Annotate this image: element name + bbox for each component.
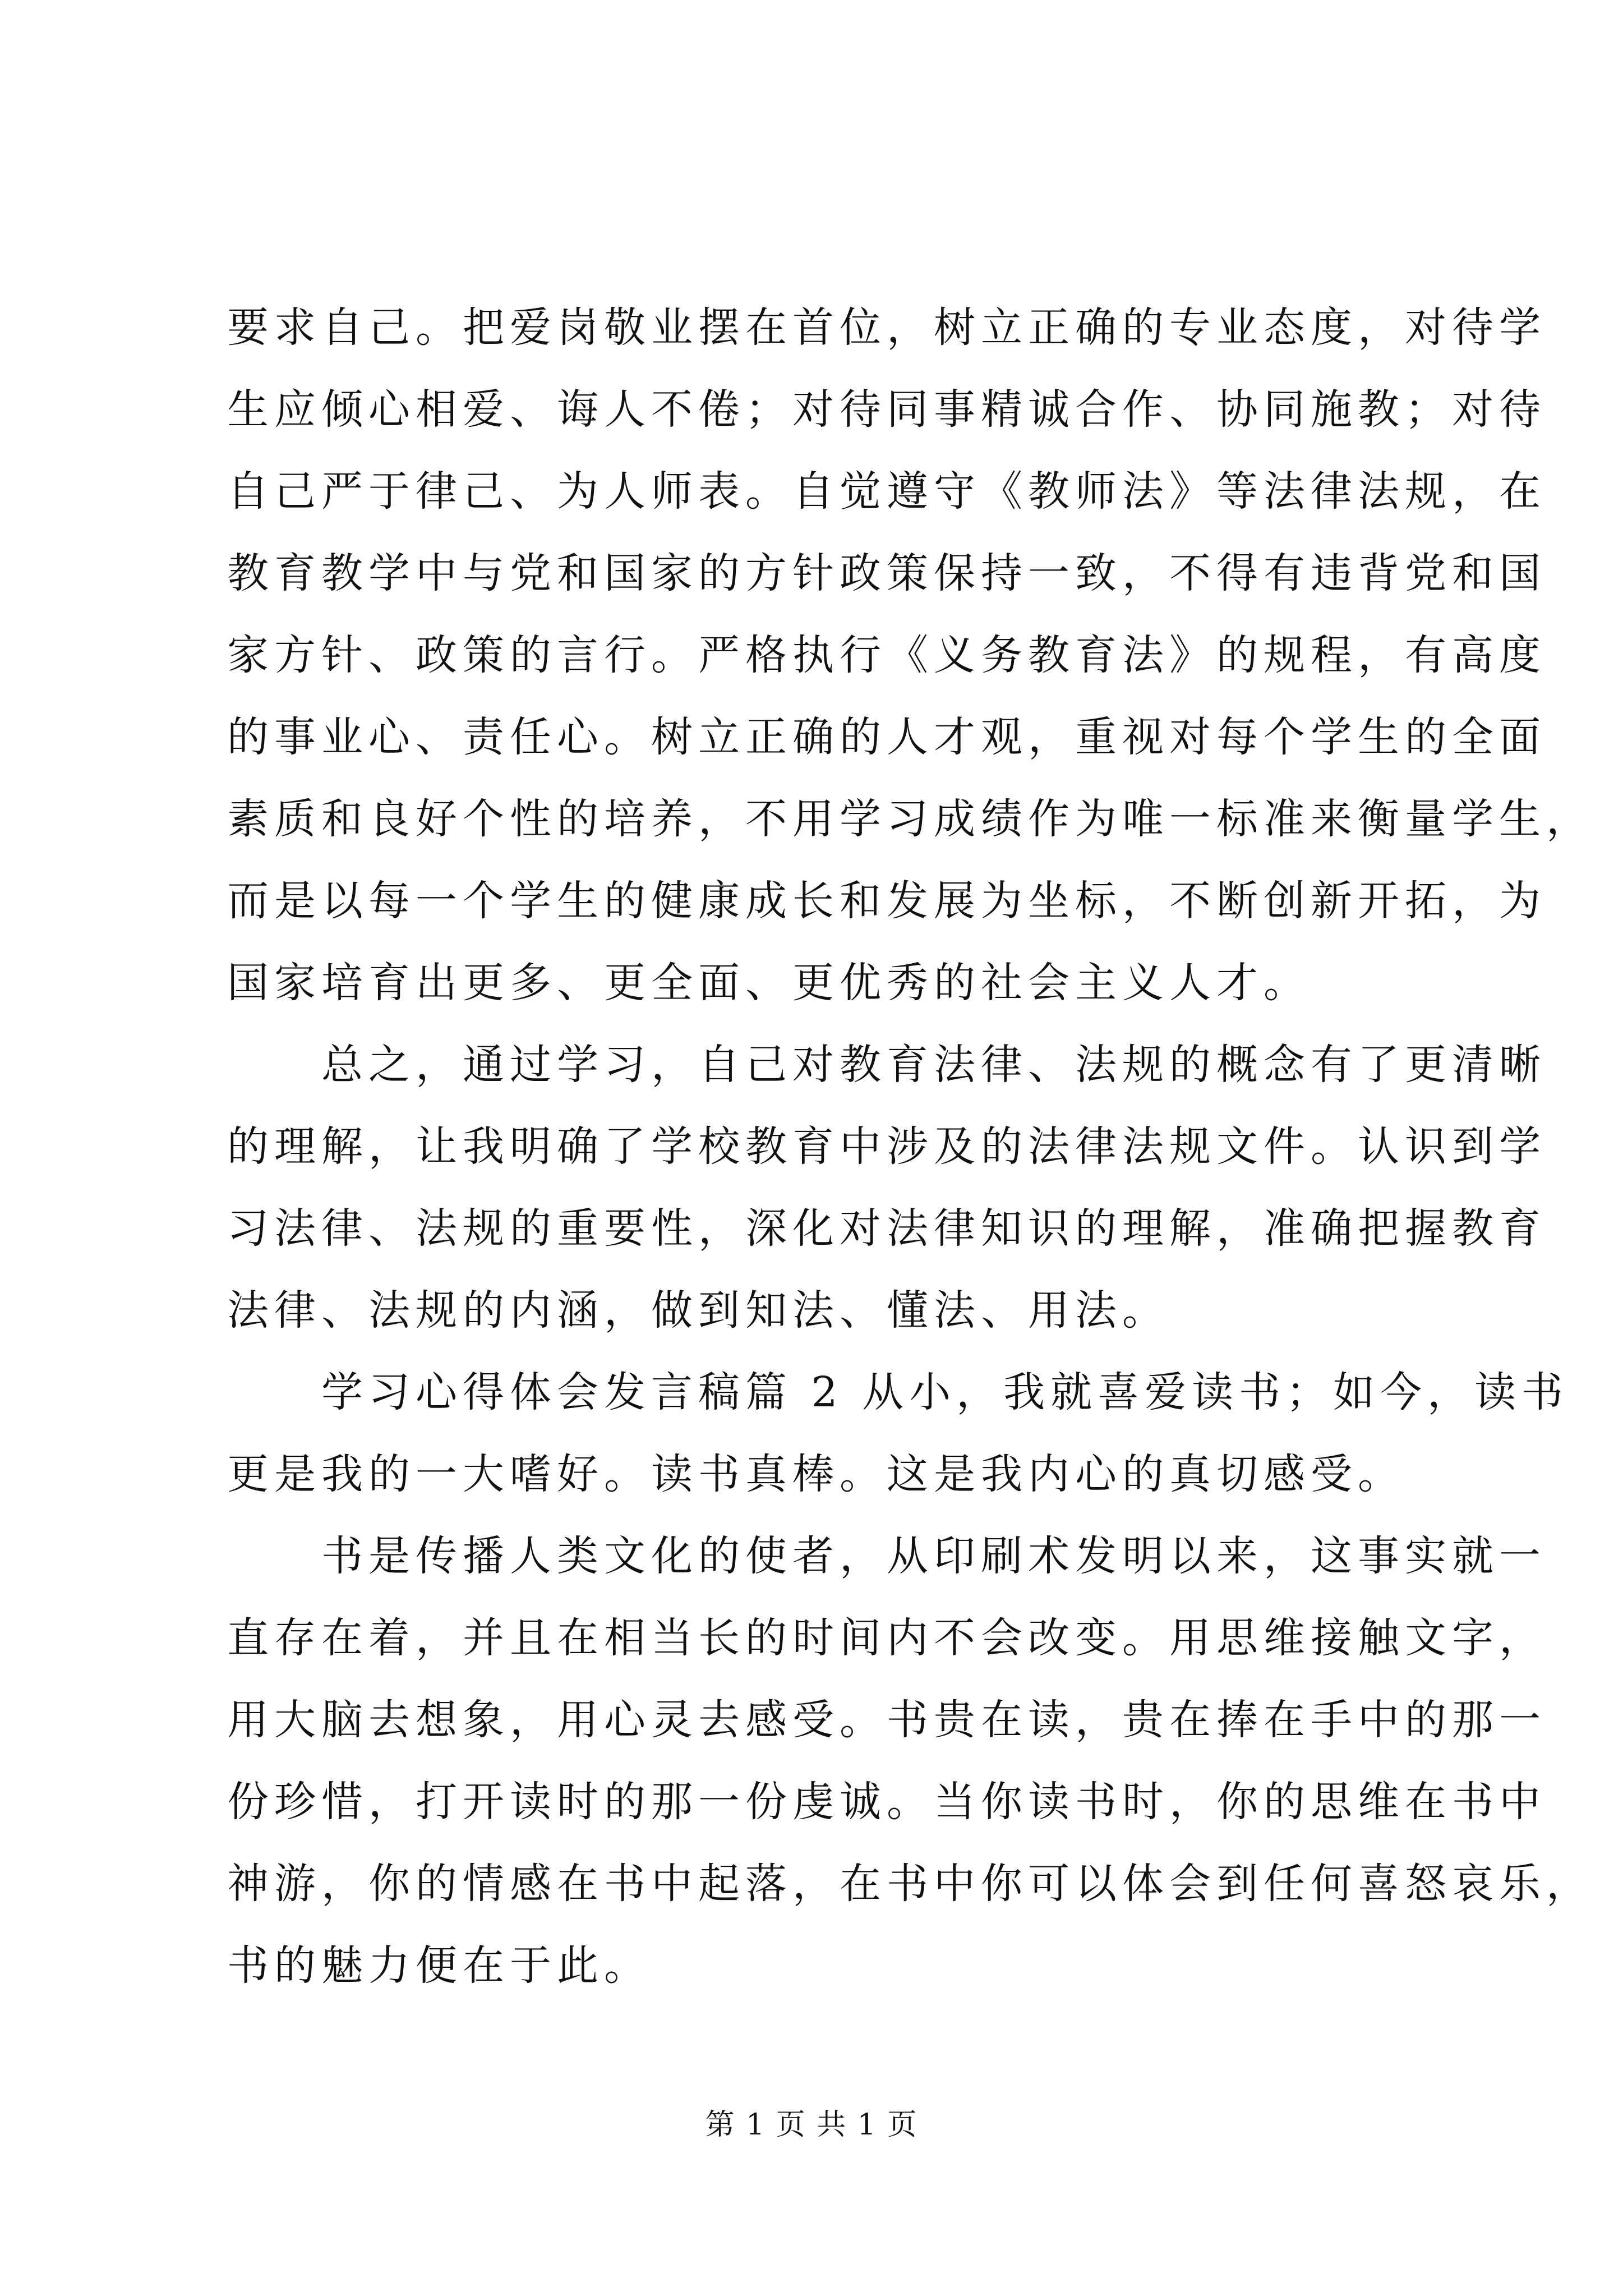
text-line: 份珍惜，打开读时的那一份虔诚。当你读书时，你的思维在书中 xyxy=(227,1778,1546,1826)
paragraph xyxy=(227,292,1593,1029)
paragraph xyxy=(227,1520,1593,2012)
document-body xyxy=(227,292,1593,2012)
text-line: 书是传播人类文化的使者，从印刷术发明以来，这事实就一 xyxy=(227,1532,1546,1580)
text-line: 教育教学中与党和国家的方针政策保持一致，不得有违背党和国 xyxy=(227,549,1546,597)
text-line: 的事业心、责任心。树立正确的人才观，重视对每个学生的全面 xyxy=(227,713,1546,761)
text-line: 更是我的一大嗜好。读书真棒。这是我内心的真切感受。 xyxy=(227,1450,1405,1498)
page-number-footer: 第 1 页 共 1 页 xyxy=(705,2108,918,2142)
text-line: 学习心得体会发言稿篇 2 从小，我就喜爱读书；如今，读书 xyxy=(227,1368,1569,1416)
text-line: 而是以每一个学生的健康成长和发展为坐标，不断创新开拓，为 xyxy=(227,877,1546,925)
text-line: 素质和良好个性的培养，不用学习成绩作为唯一标准来衡量学生， xyxy=(227,795,1593,843)
text-line: 书的魅力便在于此。 xyxy=(227,1941,651,1990)
text-line: 用大脑去想象，用心灵去感受。书贵在读，贵在捧在手中的那一 xyxy=(227,1696,1546,1744)
text-line: 总之，通过学习，自己对教育法律、法规的概念有了更清晰 xyxy=(227,1041,1546,1089)
text-line: 法律、法规的内涵，做到知法、懂法、用法。 xyxy=(227,1286,1169,1335)
paragraph xyxy=(227,1356,1569,1520)
text-line: 家方针、政策的言行。严格执行《义务教育法》的规程，有高度 xyxy=(227,631,1546,679)
text-line: 直存在着，并且在相当长的时间内不会改变。用思维接触文字， xyxy=(227,1614,1546,1662)
text-line: 要求自己。把爱岗敬业摆在首位，树立正确的专业态度，对待学 xyxy=(227,303,1546,352)
text-line: 自己严于律己、为人师表。自觉遵守《教师法》等法律法规，在 xyxy=(227,467,1546,516)
text-line: 神游，你的情感在书中起落，在书中你可以体会到任何喜怒哀乐， xyxy=(227,1860,1593,1908)
text-line: 生应倾心相爱、诲人不倦；对待同事精诚合作、协同施教；对待 xyxy=(227,385,1546,434)
text-line: 的理解，让我明确了学校教育中涉及的法律法规文件。认识到学 xyxy=(227,1122,1546,1171)
text-line: 国家培育出更多、更全面、更优秀的社会主义人才。 xyxy=(227,959,1311,1007)
text-line: 习法律、法规的重要性，深化对法律知识的理解，准确把握教育 xyxy=(227,1204,1546,1253)
paragraph xyxy=(227,1029,1546,1356)
